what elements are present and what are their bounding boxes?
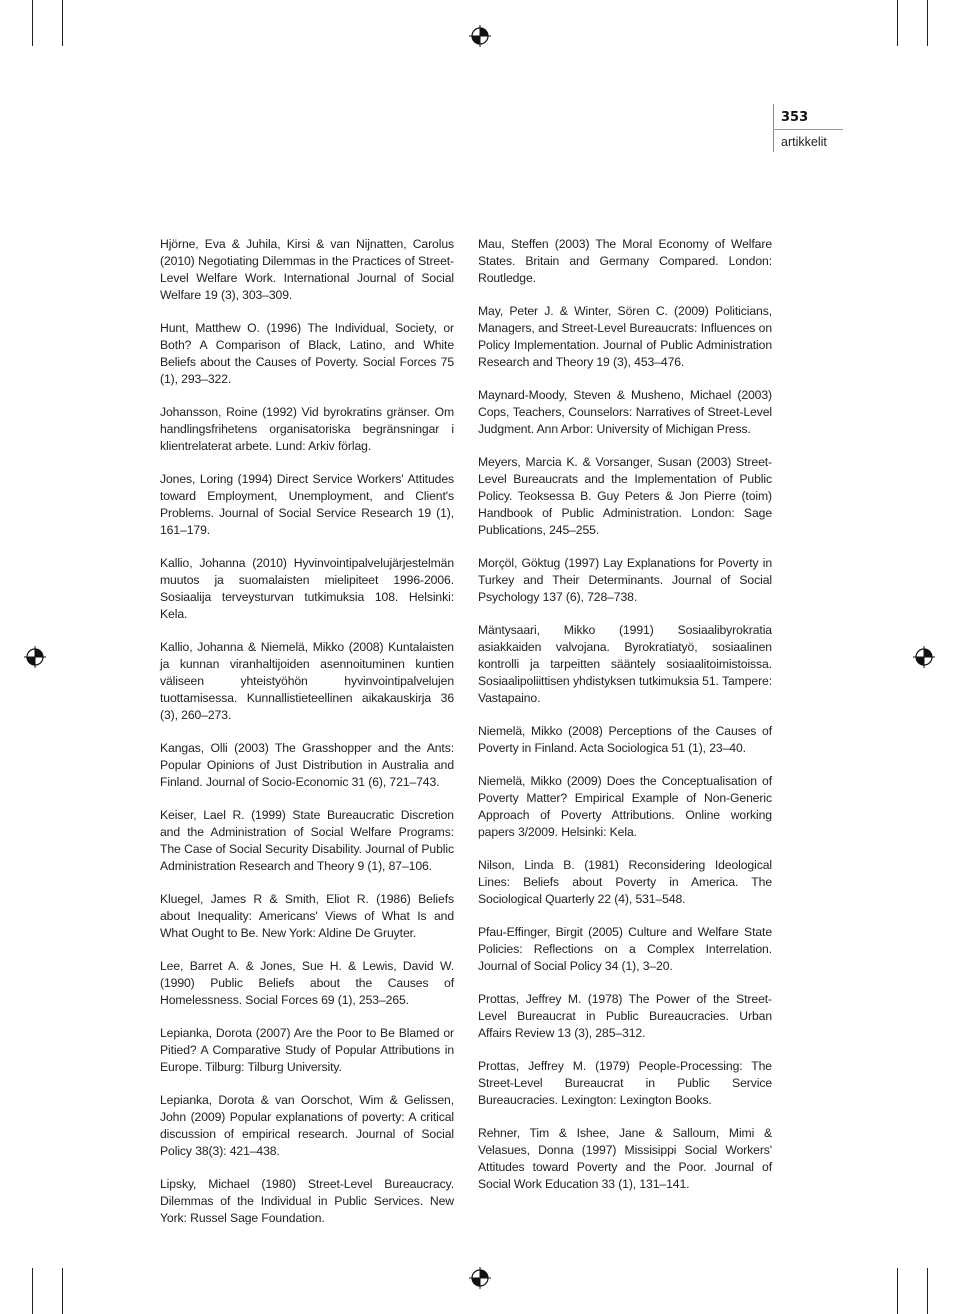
reference-entry: Hjörne, Eva & Juhila, Kirsi & van Nijnatten, Carolus (2010) Negotiating Dilemmas in the Practices of Street-Level Welfare Work. International Journal of Social Welfare 19 (3), 303–309. xyxy=(160,237,454,302)
reference-entry: Lepianka, Dorota (2007) Are the Poor to Be Blamed or Pitied? A Comparative Study of Popular Attributions in Europe. Tilburg: Tilburg University. xyxy=(160,1026,454,1074)
reference-entry: Kluegel, James R & Smith, Eliot R. (1986) Beliefs about Inequality: Americans' Views of What Is and What Ought to Be. New York: Aldine De Gruyter. xyxy=(160,892,454,940)
reference-entry: Prottas, Jeffrey M. (1978) The Power of the Street-Level Bureaucrat in Public Bureaucracies. Urban Affairs Review 13 (3), 285–312. xyxy=(478,992,772,1040)
reference-entry: Prottas, Jeffrey M. (1979) People-Processing: The Street-Level Bureaucrat in Public Service Bureaucracies. Lexington: Lexington Books. xyxy=(478,1059,772,1107)
crop-mark-top-left-vertical-2 xyxy=(62,0,63,46)
crop-mark-top-right-vertical-2 xyxy=(927,0,928,46)
page-number: 353 xyxy=(781,110,809,125)
crop-mark-bottom-left-vertical-2 xyxy=(62,1268,63,1314)
reference-entry: Niemelä, Mikko (2008) Perceptions of the Causes of Poverty in Finland. Acta Sociologica 51 (1), 23–40. xyxy=(478,724,772,755)
reference-entry: Lee, Barret A. & Jones, Sue H. & Lewis, David W. (1990) Public Beliefs about the Causes of Homelessness. Social Forces 69 (1), 253–265. xyxy=(160,959,454,1007)
reference-entry: Kallio, Johanna (2010) Hyvinvointipalvelujärjestelmän muutos ja suomalaisten mielipiteet 1996-2006. Sosiaalija terveysturvan tutkimuksia 108. Helsinki: Kela. xyxy=(160,556,454,621)
reference-entry: Kallio, Johanna & Niemelä, Mikko (2008) Kuntalaisten ja kunnan viranhaltijoiden asennoituminen kuntien väliseen yhteistyöhön hyvinvointipalvelujen tuottamisessa. Kunnallistieteellinen aikakauskirja 36 (3), 260–273. xyxy=(160,640,454,722)
reference-entry: Johansson, Roine (1992) Vid byrokratins gränser. Om handlingsfrihetens organisatoriska begränsningar i klientrelaterat arbete. Lund: Arkiv förlag. xyxy=(160,405,454,453)
reference-entry: Pfau-Effinger, Birgit (2005) Culture and Welfare State Policies: Reflections on a Complex Interrelation. Journal of Social Policy 34 (1), 3–20. xyxy=(478,925,772,973)
reference-entry: Mäntysaari, Mikko (1991) Sosiaalibyrokratia asiakkaiden valvojana. Byrokratiatyö, sosiaalinen kontrolli ja tarpeitten sääntely sosiaalitoimistoissa. Sosiaalipoliittisen yhdistyksen tutkimuksia 51. Tampere: Vastapaino. xyxy=(478,623,772,705)
reference-entry: Jones, Loring (1994) Direct Service Workers' Attitudes toward Employment, Unemployment, and Client's Problems. Journal of Social Service Research 19 (1), 161–179. xyxy=(160,472,454,537)
header-vertical-rule xyxy=(773,104,774,152)
reference-entry: Maynard-Moody, Steven & Musheno, Michael (2003) Cops, Teachers, Counselors: Narratives of Street-Level Judgment. Ann Arbor: University of Michigan Press. xyxy=(478,388,772,436)
reference-entry: Morçöl, Göktug (1997) Lay Explanations for Poverty in Turkey and Their Determinants. Journal of Social Psychology 137 (6), 728–738. xyxy=(478,556,772,604)
crop-mark-bottom-right-vertical xyxy=(897,1268,898,1314)
references-left-column xyxy=(160,236,454,1227)
crop-mark-bottom-right-vertical-2 xyxy=(927,1268,928,1314)
reference-entry: Mau, Steffen (2003) The Moral Economy of Welfare States. Britain and Germany Compared. London: Routledge. xyxy=(478,237,772,285)
registration-target-icon xyxy=(24,646,46,668)
reference-entry: Kangas, Olli (2003) The Grasshopper and the Ants: Popular Opinions of Just Distribution in Australia and Finland. Journal of Socio-Economic 31 (6), 721–743. xyxy=(160,741,454,789)
references-right-column xyxy=(478,236,772,1193)
crop-mark-bottom-left-vertical xyxy=(32,1268,33,1314)
registration-target-icon xyxy=(469,25,491,47)
reference-entry: May, Peter J. & Winter, Sören C. (2009) Politicians, Managers, and Street-Level Bureaucrats: Influences on Policy Implementation. Journal of Public Administration Research and Theory 19 (3), 453–476. xyxy=(478,304,772,369)
section-label: artikkelit xyxy=(781,135,827,149)
reference-entry: Rehner, Tim & Ishee, Jane & Salloum, Mimi & Velasues, Donna (1997) Missisippi Social Workers' Attitudes toward Poverty and the Poor. Journal of Social Work Education 33 (1), 131–141. xyxy=(478,1126,772,1191)
reference-entry: Hunt, Matthew O. (1996) The Individual, Society, or Both? A Comparison of Black, Latino, and White Beliefs about the Causes of Poverty. Social Forces 75 (1), 293–322. xyxy=(160,321,454,386)
registration-target-icon xyxy=(469,1267,491,1289)
crop-mark-top-right-vertical xyxy=(897,0,898,46)
reference-entry: Lepianka, Dorota & van Oorschot, Wim & Gelissen, John (2009) Popular explanations of poverty: A critical discussion of empirical research. Journal of Social Policy 38(3): 421–438. xyxy=(160,1093,454,1158)
header-horizontal-rule xyxy=(773,129,843,130)
reference-entry: Meyers, Marcia K. & Vorsanger, Susan (2003) Street-Level Bureaucrats and the Implementation of Public Policy. Teoksessa B. Guy Peters & Jon Pierre (toim) Handbook of Public Administration. London: Sage Publications, 245–255. xyxy=(478,455,772,537)
registration-target-icon xyxy=(913,646,935,668)
reference-entry: Keiser, Lael R. (1999) State Bureaucratic Discretion and the Administration of Social Welfare Programs: The Case of Social Security Disability. Journal of Public Administration Research and Theory 9 (1), 87–106. xyxy=(160,808,454,873)
reference-entry: Lipsky, Michael (1980) Street-Level Bureaucracy. Dilemmas of the Individual in Public Services. New York: Russel Sage Foundation. xyxy=(160,1177,454,1225)
crop-mark-top-left-vertical xyxy=(32,0,33,46)
reference-entry: Nilson, Linda B. (1981) Reconsidering Ideological Lines: Beliefs about Poverty in America. The Sociological Quarterly 22 (4), 531–548. xyxy=(478,858,772,906)
reference-entry: Niemelä, Mikko (2009) Does the Conceptualisation of Poverty Matter? Empirical Example of Non-Generic Approach of Poverty Attributions. Online working papers 3/2009. Helsinki: Kela. xyxy=(478,774,772,839)
